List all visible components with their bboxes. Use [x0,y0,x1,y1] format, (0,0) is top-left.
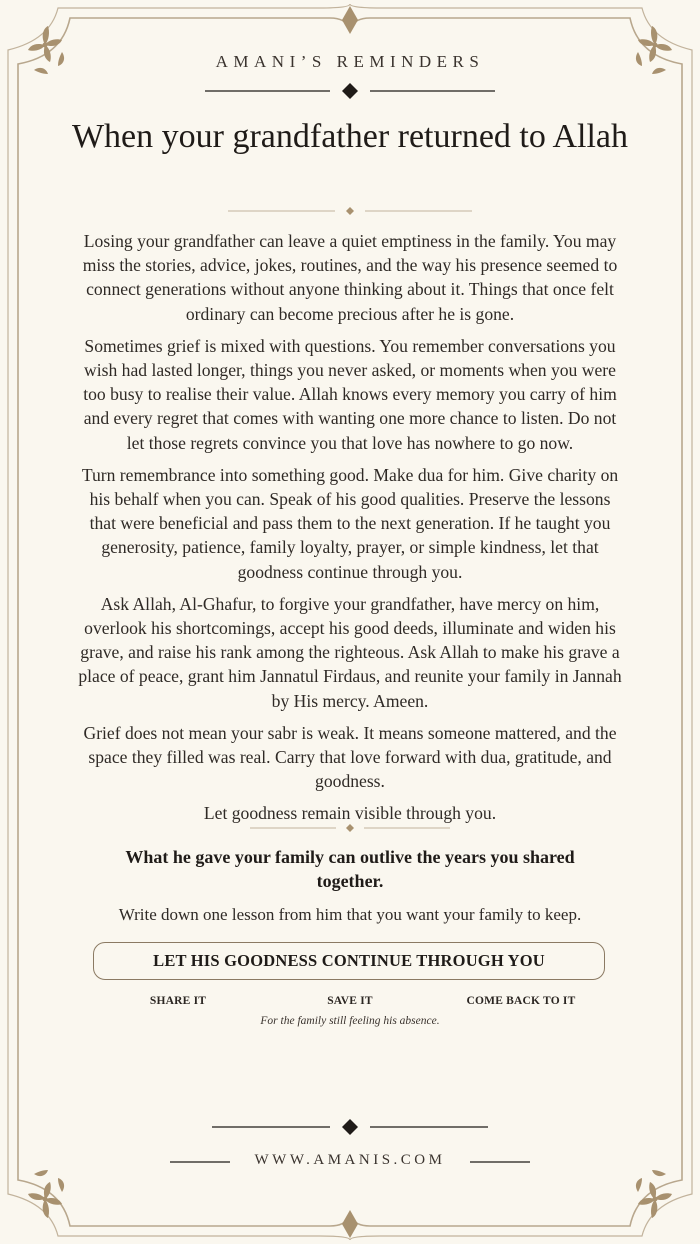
brand-name: AMANI’S REMINDERS [215,52,485,71]
tagline: What he gave your family can outlive the years you shared together. [125,847,575,891]
title-divider [228,207,472,215]
body-paragraph: Grief does not mean your sabr is weak. It means someone mattered, and the space they filled was real. Carry that love forward with dua, gratitude, and goodness. [83,722,617,792]
body-paragraph: Losing your grandfather can leave a quiet emptiness in the family. You may miss the stories, advice, jokes, routines, and the way his presence seemed to connect generations without anyone thinking about it. Things that once felt ordinary can become precious after he is gone. [82,231,618,324]
share-it-link[interactable]: SHARE IT [149,995,207,1007]
come-back-link[interactable]: COME BACK TO IT [466,995,576,1007]
page-title: When your grandfather returned to Allah [71,118,629,155]
body-paragraph: Sometimes grief is mixed with questions. You remember conversations you wish had lasted longer, things you never asked, or moments when you were too busy to realise their value. Allah knows every memory you carry of him and every regret that comes with wanting one more chance to listen. Do not let those regrets convince you that love has nowhere to go now. [83,335,617,453]
cta-button[interactable]: LET HIS GOODNESS CONTINUE THROUGH YOU [93,942,605,980]
body-paragraph: Let goodness remain visible through you. [203,803,497,824]
website-url[interactable]: WWW.AMANIS.COM [254,1152,446,1168]
dedication-note: For the family still feeling his absence. [260,1015,440,1027]
body-paragraph: Turn remembrance into something good. Make dua for him. Give charity on his behalf when you can. Speak of his good qualities. Preserve the lessons that were beneficial and pass them to the next generation. If he taught you generosity, patience, family loyalty, prayer, or simple kindness, let that goodness continue through you. [81,464,619,582]
fleur-ornament-bottom-right [636,1170,672,1218]
header-divider [205,83,495,99]
reflection-prompt: Write down one lesson from him that you want your family to keep. [118,905,582,924]
fleur-ornament-bottom-left [28,1170,64,1218]
save-it-link[interactable]: SAVE IT [327,995,373,1007]
reminder-body [78,229,622,834]
body-paragraph: Ask Allah, Al-Ghafur, to forgive your grandfather, have mercy on him, overlook his shortcomings, accept his good deeds, illuminate and widen his grave, and raise his rank among the righteous. Ask Allah to make his grave a place of peace, grant him Jannatul Firdaus, and reunite your family in Jannah by His mercy. Ameen. [78,593,622,711]
